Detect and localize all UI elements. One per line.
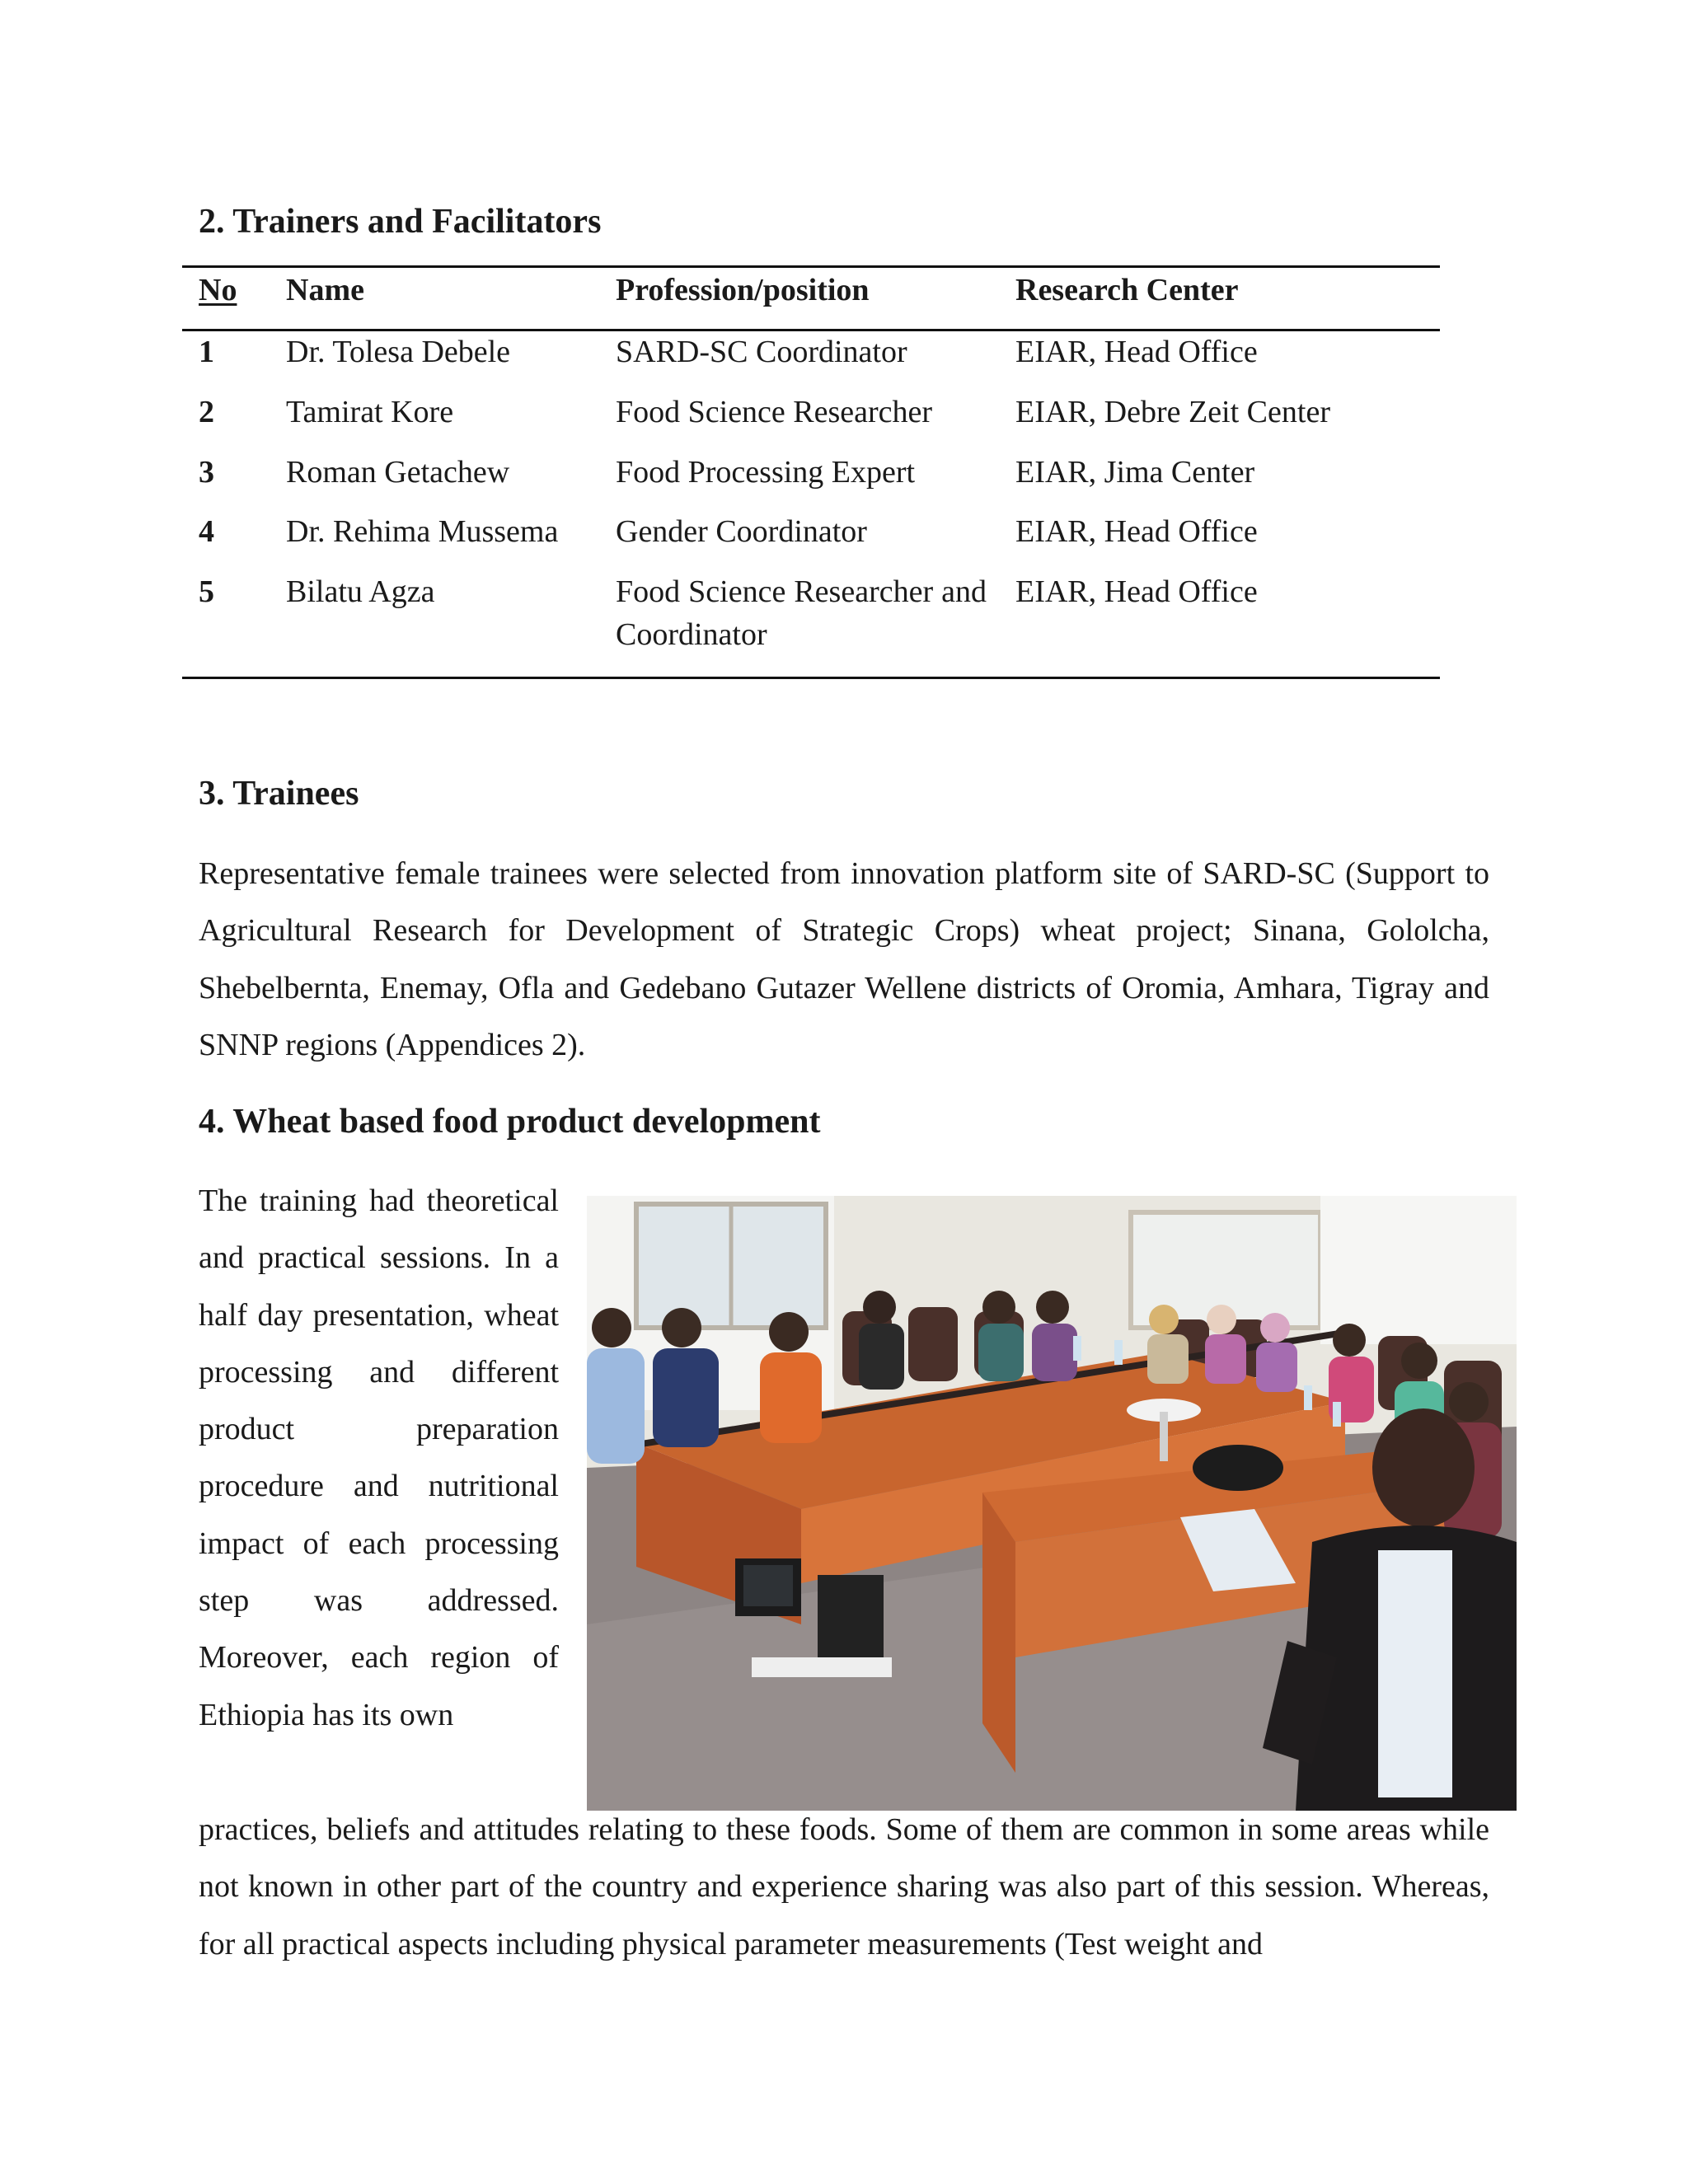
row-2-center: EIAR, Debre Zeit Center (1015, 395, 1330, 429)
header-no: No (199, 273, 237, 307)
row-4-center: EIAR, Head Office (1015, 514, 1258, 549)
header-research-center: Research Center (1015, 273, 1239, 307)
row-4-no: 4 (199, 514, 214, 549)
wheat-paragraph-left: The training had theoretical and practical sessions. In a half day presentation, wheat processing and different product preparation procedure and nutritional impact of each processing step was addressed. Moreover, each region of Ethiopia has its own (199, 1183, 559, 1732)
row-2-no: 2 (199, 395, 214, 429)
row-1-name: Dr. Tolesa Debele (286, 335, 511, 369)
header-profession: Profession/position (616, 273, 870, 307)
table-bottom-rule (182, 677, 1440, 679)
row-3-name: Roman Getachew (286, 455, 510, 490)
wheat-paragraph-continued: practices, beliefs and attitudes relating to these foods. Some of them are common in some areas while not known in other part of the country and experience sharing was also part of this session. Whereas, for all practical aspects including physical parameter measurements (Test weight and (199, 1812, 1489, 1961)
row-5-center: EIAR, Head Office (1015, 574, 1258, 609)
row-5-no: 5 (199, 574, 214, 609)
row-3-profession: Food Processing Expert (616, 455, 916, 490)
table-top-rule (182, 265, 1440, 268)
section-3-title: 3. Trainees (199, 775, 359, 813)
row-1-profession: SARD-SC Coordinator (616, 335, 907, 369)
trainees-paragraph: Representative female trainees were selected from innovation platform site of SARD-SC (Support to Agricultural Research for Development of Strategic Crops) wheat project; Sinana, Gololcha, Shebelbernta, Enemay, Ofla and Gedebano Gutazer Wellene districts of Oromia, Amhara, Tigray and SNNP regions (Appendices 2). (199, 856, 1489, 1062)
row-1-no: 1 (199, 335, 214, 369)
row-5-profession: Food Science Researcher and Coordinator (616, 574, 987, 652)
row-2-name: Tamirat Kore (286, 395, 454, 429)
row-2-profession: Food Science Researcher (616, 395, 933, 429)
row-4-profession: Gender Coordinator (616, 514, 867, 549)
header-name: Name (286, 273, 364, 307)
section-4-title: 4. Wheat based food product development (199, 1103, 821, 1141)
row-3-center: EIAR, Jima Center (1015, 455, 1255, 490)
row-5-name: Bilatu Agza (286, 574, 435, 609)
training-session-photo (587, 1196, 1517, 1811)
section-2-title: 2. Trainers and Facilitators (199, 203, 602, 241)
row-3-no: 3 (199, 455, 214, 490)
row-1-center: EIAR, Head Office (1015, 335, 1258, 369)
row-4-name: Dr. Rehima Mussema (286, 514, 559, 549)
